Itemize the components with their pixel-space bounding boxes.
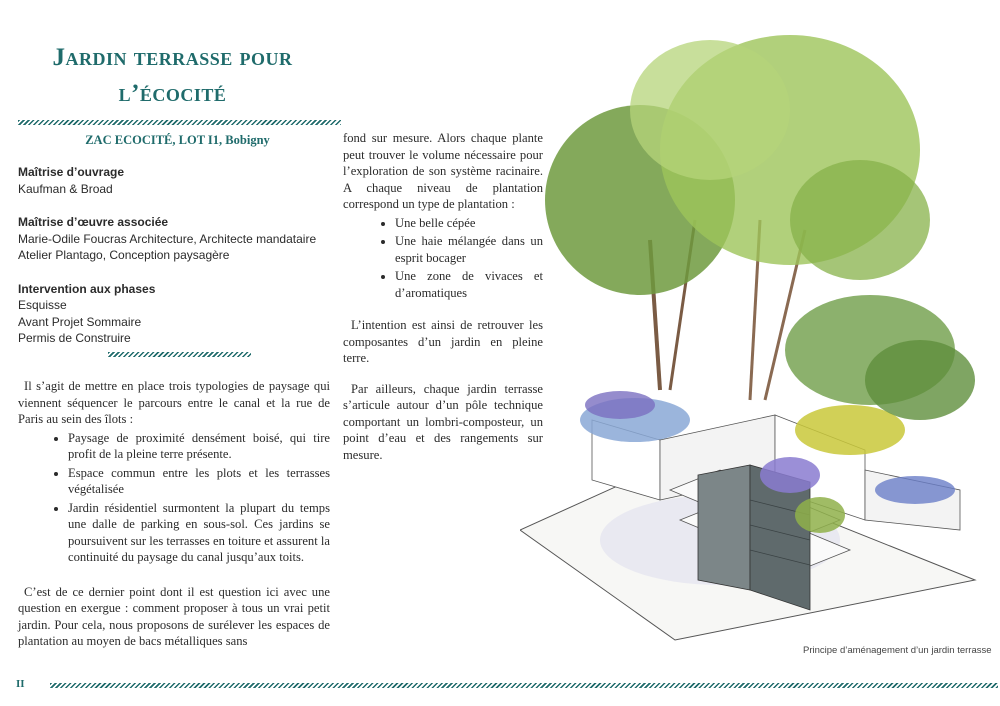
phase-item: Permis de Construire — [18, 331, 131, 345]
page-title: Jardin terrasse pour l’écocité — [52, 44, 293, 107]
paragraph-2: C’est de ce dernier point dont il est question ici avec une question en exergue : comment proposer à tous un vrai petit jardin. Pour cela, nous proposons de surélever les espaces de plantation au moyen de bacs métalliques sans — [18, 584, 330, 648]
associate-label: Maîtrise d’œuvre associée — [18, 215, 169, 229]
list-item: • Paysage de proximité densément boisé, qui tire profit de la pleine terre présente. — [68, 430, 330, 463]
technical-block — [698, 465, 750, 590]
paragraph-3: L’intention est ainsi de retrouver les composantes d’un jardin en pleine terre. — [343, 318, 543, 365]
phase-item: Avant Projet Sommaire — [18, 314, 142, 329]
perennials-lavender — [760, 457, 820, 493]
left-text-column — [18, 378, 330, 650]
list-item: • Une zone de vivaces et d’aromatiques — [395, 268, 543, 301]
perennials-far-right — [875, 476, 955, 504]
owner-value: Kaufman & Broad — [18, 181, 113, 196]
phase-item: Esquisse — [18, 298, 67, 312]
middle-text-column — [343, 130, 543, 463]
list-item: • Espace commun entre les plots et les terrasses végétalisée — [68, 465, 330, 498]
grass-tuft — [795, 497, 845, 533]
footer-divider — [50, 683, 998, 688]
info-divider — [108, 352, 251, 357]
typology-list — [18, 430, 330, 566]
list-item: • Une belle cépée — [395, 215, 543, 232]
tree-canopy — [630, 40, 790, 180]
perennials-left-flowers — [585, 391, 655, 419]
paragraph-4: Par ailleurs, chaque jardin terrasse s’articule autour d’un pôle technique comportant un lombri-composteur, un point d’eau et des rangements sur mesure. — [343, 381, 543, 462]
associate-line-1: Marie-Odile Foucras Architecture, Architecte mandataire — [18, 231, 317, 246]
owner-label: Maîtrise d’ouvrage — [18, 165, 125, 179]
project-subtitle: ZAC ECOCITÉ, LOT I1, Bobigny — [85, 133, 270, 147]
associate-line-2: Atelier Plantago, Conception paysagère — [18, 248, 230, 262]
intro-paragraph: Il s’agit de mettre en place trois typologies de paysage qui viennent séquencer le parcours entre le canal et la rue de Paris au sein des îlots : — [18, 379, 330, 426]
list-item: • Jardin résidentiel surmontent la plupart du temps une dalle de parking en sous-sol. Ces jardins se poursuivent sur les terrasses en toiture et assurent la continuité du paysage du canal jusqu’aux toits. — [68, 500, 330, 566]
paragraph-2-continued: fond sur mesure. Alors chaque plante peut trouver le volume nécessaire pour l’exploration de son système racinaire. A chaque niveau de plantation correspond un type de plantation : — [343, 131, 543, 211]
phases-label: Intervention aux phases — [18, 281, 156, 296]
illustration-caption: Principe d’aménagement d’un jardin terrasse — [803, 645, 992, 656]
garden-illustration — [520, 20, 1000, 660]
title-divider — [18, 120, 341, 125]
tree-canopy — [790, 160, 930, 280]
hedge-2 — [865, 340, 975, 420]
list-item: • Une haie mélangée dans un esprit bocager — [395, 233, 543, 266]
project-info — [18, 164, 338, 347]
page-number: II — [16, 678, 25, 690]
planting-list — [343, 215, 543, 302]
